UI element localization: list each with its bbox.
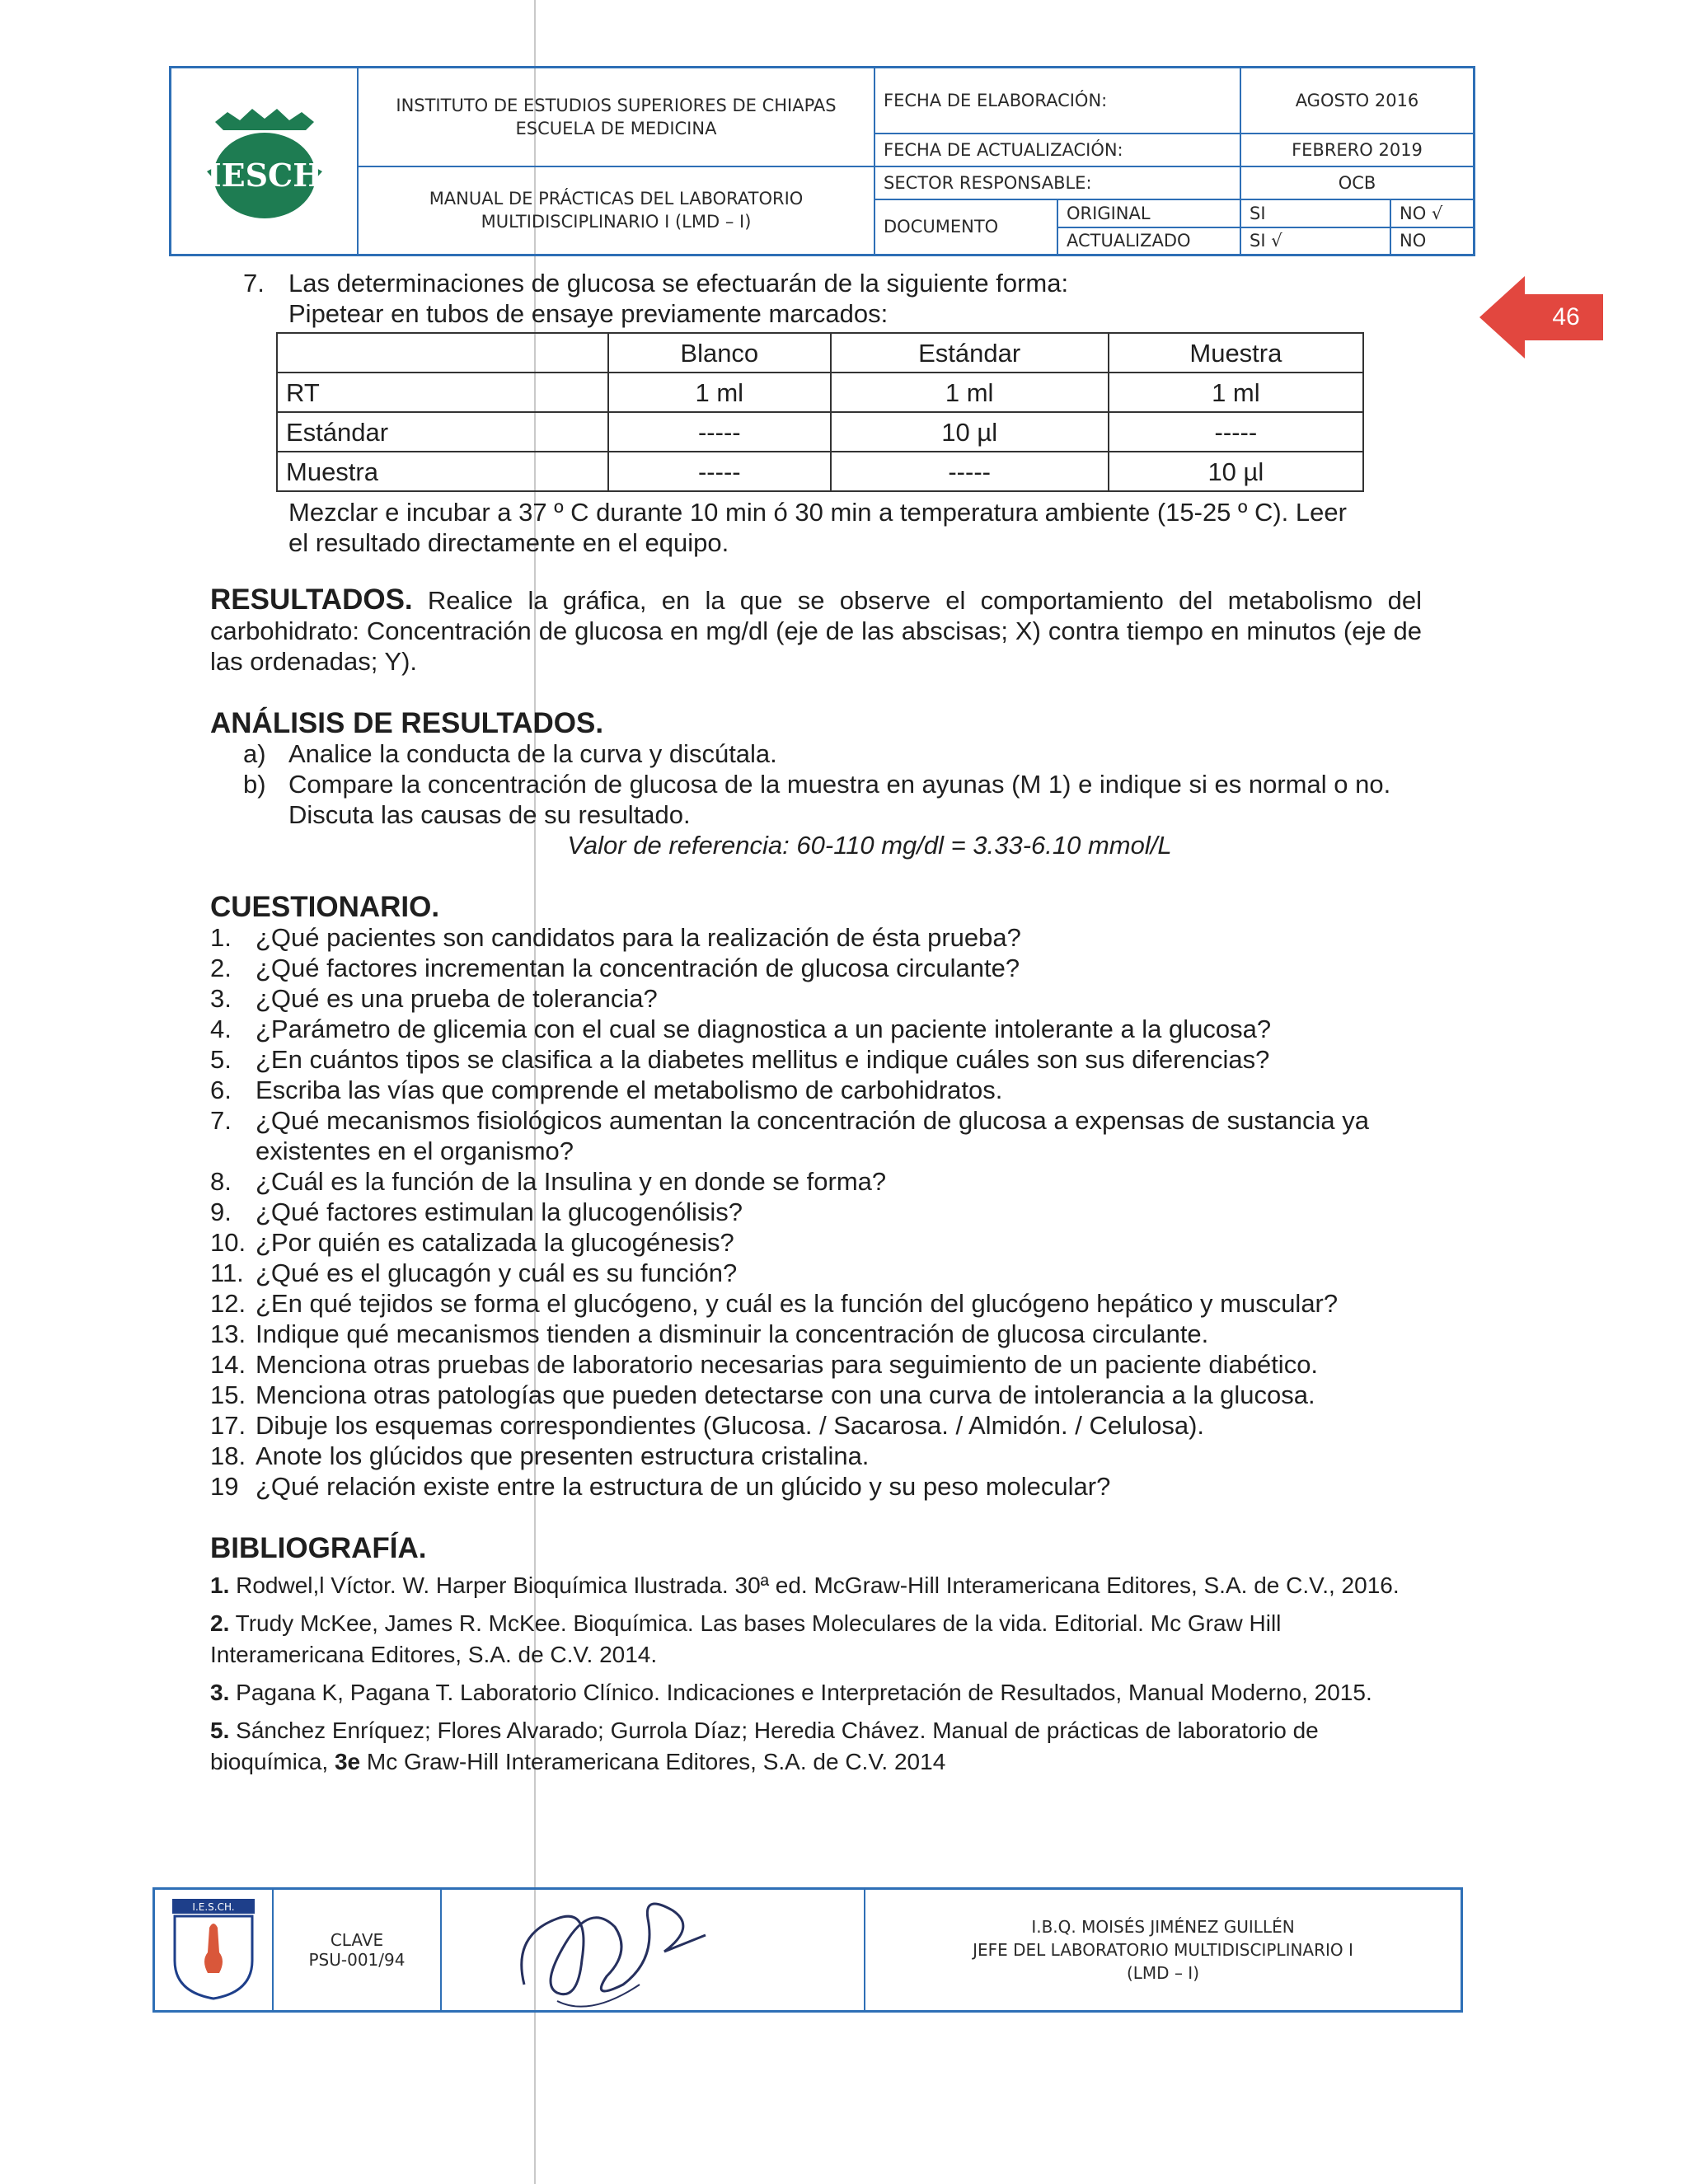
responsible-name: I.B.Q. MOISÉS JIMÉNEZ GUILLÉN bbox=[1031, 1917, 1295, 1937]
actualizado-si: SI √ bbox=[1240, 227, 1390, 255]
entry-edition: 3e bbox=[334, 1749, 361, 1774]
entry-text: Pagana K, Pagana T. Laboratorio Clínico. Indicaciones e Interpretación de Resultados, Manual Moderno, 2015. bbox=[236, 1680, 1372, 1705]
step-instruction-2: el resultado directamente en el equipo. bbox=[288, 528, 729, 557]
table-cell: Estándar bbox=[277, 412, 608, 452]
list-item bbox=[210, 1166, 1422, 1197]
bibliography-entry bbox=[210, 1677, 1422, 1708]
sector-label: SECTOR RESPONSABLE: bbox=[874, 166, 1240, 199]
list-item bbox=[210, 1258, 1422, 1288]
signature-cell bbox=[441, 1889, 865, 2012]
page-number: 46 bbox=[1552, 303, 1580, 330]
item-number: 8. bbox=[210, 1167, 232, 1196]
original-si: SI bbox=[1240, 199, 1390, 227]
bibliography-list bbox=[210, 1570, 1422, 1778]
step-line-2: Pipetear en tubos de ensaye previamente marcados: bbox=[288, 299, 889, 328]
institution-name bbox=[358, 68, 874, 166]
entry-number: 2. bbox=[210, 1610, 230, 1636]
list-item bbox=[210, 1410, 1422, 1441]
table-cell: 1 ml bbox=[1109, 373, 1363, 412]
item-text: ¿Por quién es catalizada la glucogénesis? bbox=[256, 1228, 734, 1257]
svg-text:I.E.S.CH.: I.E.S.CH. bbox=[192, 1900, 235, 1913]
item-text: Escriba las vías que comprende el metabolismo de carbohidratos. bbox=[256, 1076, 1003, 1104]
list-item bbox=[210, 1105, 1422, 1166]
responsible-cell bbox=[865, 1889, 1462, 2012]
item-text: ¿Qué mecanismos fisiológicos aumentan la concentración de glucosa a expensas de sustancia ya existentes en el organismo? bbox=[256, 1106, 1369, 1165]
table-header: Muestra bbox=[1109, 333, 1363, 373]
section-title: ANÁLISIS DE RESULTADOS. bbox=[210, 707, 604, 739]
original-label: ORIGINAL bbox=[1057, 199, 1240, 227]
table-cell: ----- bbox=[608, 452, 831, 491]
bibliografia-section bbox=[210, 1533, 1422, 1778]
question-list bbox=[210, 922, 1422, 1502]
item-text: ¿Qué es una prueba de tolerancia? bbox=[256, 984, 658, 1013]
item-number: 9. bbox=[210, 1197, 232, 1226]
resultados-section bbox=[210, 584, 1422, 677]
list-item bbox=[210, 1441, 1422, 1471]
item-number: 13. bbox=[210, 1319, 246, 1348]
page-number-tag bbox=[1479, 276, 1603, 359]
table-cell: 1 ml bbox=[831, 373, 1109, 412]
list-item bbox=[210, 983, 1422, 1014]
manual-title-cell bbox=[358, 166, 874, 255]
actualizado-label: ACTUALIZADO bbox=[1057, 227, 1240, 255]
responsible-role-code: (LMD – I) bbox=[1126, 1963, 1200, 1983]
section-title: BIBLIOGRAFÍA. bbox=[210, 1532, 427, 1564]
table-row bbox=[277, 452, 1363, 491]
list-item bbox=[210, 1014, 1422, 1044]
item-number: 18. bbox=[210, 1441, 246, 1470]
list-item bbox=[210, 1044, 1422, 1075]
item-text: ¿Qué pacientes son candidatos para la realización de ésta prueba? bbox=[256, 923, 1021, 952]
item-number: 6. bbox=[210, 1076, 232, 1104]
fecha-elaboracion-value: AGOSTO 2016 bbox=[1240, 68, 1475, 134]
table-cell: RT bbox=[277, 373, 608, 412]
item-number: 12. bbox=[210, 1289, 246, 1318]
table-cell: ----- bbox=[1109, 412, 1363, 452]
table-cell: ----- bbox=[831, 452, 1109, 491]
item-text: ¿En cuántos tipos se clasifica a la diabetes mellitus e indique cuáles son sus diferencias? bbox=[256, 1045, 1270, 1074]
item-text: ¿Cuál es la función de la Insulina y en donde se forma? bbox=[256, 1167, 887, 1196]
fecha-actualizacion-value: FEBRERO 2019 bbox=[1240, 134, 1475, 166]
table-cell: ----- bbox=[608, 412, 831, 452]
list-item bbox=[210, 1380, 1422, 1410]
table-header: Estándar bbox=[831, 333, 1109, 373]
list-item bbox=[210, 1197, 1422, 1227]
entry-text: Sánchez Enríquez; Flores Alvarado; Gurrola Díaz; Heredia Chávez. Manual de prácticas de laboratorio de bioquímica, bbox=[210, 1718, 1319, 1774]
clave-cell bbox=[273, 1889, 441, 2012]
item-text: ¿Parámetro de glicemia con el cual se diagnostica a un paciente intolerante a la glucosa? bbox=[256, 1015, 1272, 1043]
item-text: ¿Qué es el glucagón y cuál es su función? bbox=[256, 1258, 738, 1287]
list-item bbox=[210, 1075, 1422, 1105]
entry-number: 1. bbox=[210, 1572, 230, 1598]
item-number: 14. bbox=[210, 1350, 246, 1379]
item-text: Anote los glúcidos que presenten estructura cristalina. bbox=[256, 1441, 870, 1470]
entry-text: Rodwel,l Víctor. W. Harper Bioquímica Ilustrada. 30ª ed. McGraw-Hill Interamericana Editores, S.A. de C.V., 2016. bbox=[236, 1572, 1400, 1598]
document-header bbox=[169, 66, 1475, 256]
pipetting-table bbox=[276, 332, 1364, 492]
responsible-role: JEFE DEL LABORATORIO MULTIDISCIPLINARIO I bbox=[973, 1940, 1353, 1960]
list-item bbox=[210, 1319, 1422, 1349]
table-row bbox=[277, 373, 1363, 412]
documento-label: DOCUMENTO bbox=[874, 199, 1057, 255]
item-text: ¿Qué relación existe entre la estructura de un glúcido y su peso molecular? bbox=[256, 1472, 1111, 1501]
original-no: NO √ bbox=[1390, 199, 1475, 227]
page-content bbox=[210, 268, 1422, 1778]
item-text: Analice la conducta de la curva y discútala. bbox=[288, 739, 777, 768]
item-text: Dibuje los esquemas correspondientes (Glucosa. / Sacarosa. / Almidón. / Celulosa). bbox=[256, 1411, 1205, 1440]
item-number: 10. bbox=[210, 1228, 246, 1257]
step-line-1: Las determinaciones de glucosa se efectuarán de la siguiente forma: bbox=[288, 269, 1069, 298]
item-number: 4. bbox=[210, 1015, 232, 1043]
bibliography-entry bbox=[210, 1570, 1422, 1601]
table-cell: 1 ml bbox=[608, 373, 831, 412]
item-number: 17. bbox=[210, 1411, 246, 1440]
item-number: a) bbox=[243, 739, 266, 768]
bibliography-entry bbox=[210, 1608, 1422, 1671]
item-number: 3. bbox=[210, 984, 232, 1013]
institution-logo bbox=[171, 68, 359, 255]
entry-text: Trudy McKee, James R. McKee. Bioquímica. Las bases Moleculares de la vida. Editorial. Mc Graw Hill Interamericana Editores, S.A. de C.V. 2014. bbox=[210, 1610, 1282, 1667]
item-number: 5. bbox=[210, 1045, 232, 1074]
entry-number: 3. bbox=[210, 1680, 230, 1705]
shield-logo-icon bbox=[168, 1895, 259, 2002]
item-text: ¿Qué factores estimulan la glucogenólisis? bbox=[256, 1197, 743, 1226]
manual-subtitle: MULTIDISCIPLINARIO I (LMD – I) bbox=[481, 212, 752, 232]
entry-number: 5. bbox=[210, 1718, 230, 1743]
item-number: 15. bbox=[210, 1380, 246, 1409]
signature-icon bbox=[508, 1886, 730, 2026]
institution-title: INSTITUTO DE ESTUDIOS SUPERIORES DE CHIAPAS bbox=[396, 95, 837, 115]
entry-publisher: Mc Graw-Hill Interamericana Editores, S.A. de C.V. 2014 bbox=[360, 1749, 946, 1774]
section-title: RESULTADOS. bbox=[210, 583, 413, 616]
item-number: b) bbox=[243, 770, 266, 799]
svg-text:IESCH: IESCH bbox=[206, 157, 322, 194]
list-item bbox=[210, 1227, 1422, 1258]
item-number: 11. bbox=[210, 1258, 244, 1287]
list-item bbox=[243, 769, 1422, 830]
clave-label: CLAVE bbox=[330, 1930, 384, 1950]
table-cell: 10 µl bbox=[831, 412, 1109, 452]
table-cell: Muestra bbox=[277, 452, 608, 491]
list-item bbox=[210, 922, 1422, 953]
sector-value: OCB bbox=[1240, 166, 1475, 199]
reference-value: Valor de referencia: 60-110 mg/dl = 3.33-6.10 mmol/L bbox=[567, 831, 1172, 860]
item-text: ¿Qué factores incrementan la concentración de glucosa circulante? bbox=[256, 954, 1020, 982]
actualizado-no: NO bbox=[1390, 227, 1475, 255]
list-item bbox=[243, 738, 1422, 769]
list-item bbox=[210, 1288, 1422, 1319]
step-7 bbox=[210, 268, 1422, 558]
cuestionario-section bbox=[210, 892, 1422, 1502]
item-number: 2. bbox=[210, 954, 232, 982]
section-title: CUESTIONARIO. bbox=[210, 891, 440, 923]
footer-logo bbox=[154, 1889, 274, 2012]
item-number: 7. bbox=[210, 1106, 232, 1135]
manual-title: MANUAL DE PRÁCTICAS DEL LABORATORIO bbox=[429, 189, 804, 209]
analisis-section bbox=[210, 708, 1422, 860]
item-number: 1. bbox=[210, 923, 232, 952]
table-row bbox=[277, 412, 1363, 452]
step-instruction-1: Mezclar e incubar a 37 º C durante 10 min ó 30 min a temperatura ambiente (15-25 º C). Leer bbox=[288, 498, 1347, 527]
iesch-logo-icon bbox=[199, 97, 331, 221]
step-number: 7. bbox=[243, 269, 265, 298]
item-text: Indique qué mecanismos tienden a disminuir la concentración de glucosa circulante. bbox=[256, 1319, 1209, 1348]
bibliography-entry bbox=[210, 1715, 1422, 1778]
item-text: Menciona otras patologías que pueden detectarse con una curva de intolerancia a la glucosa. bbox=[256, 1380, 1315, 1409]
document-footer bbox=[152, 1887, 1463, 2013]
list-item bbox=[210, 953, 1422, 983]
item-text: ¿En qué tejidos se forma el glucógeno, y cuál es la función del glucógeno hepático y muscular? bbox=[256, 1289, 1339, 1318]
list-item bbox=[210, 1471, 1422, 1502]
table-header: Blanco bbox=[608, 333, 831, 373]
school-title: ESCUELA DE MEDICINA bbox=[515, 118, 717, 138]
list-item bbox=[210, 1349, 1422, 1380]
clave-value: PSU-001/94 bbox=[308, 1950, 406, 1970]
fecha-actualizacion-label: FECHA DE ACTUALIZACIÓN: bbox=[874, 134, 1240, 166]
fecha-elaboracion-label: FECHA DE ELABORACIÓN: bbox=[874, 68, 1240, 134]
table-header bbox=[277, 333, 608, 373]
resultados-text: Realice la gráfica, en la que se observe el comportamiento del metabolismo del carbohidrato: Concentración de glucosa en mg/dl (eje de las abscisas; X) contra tiempo en minutos (eje de las ordenadas; Y). bbox=[210, 586, 1422, 676]
item-text: Compare la concentración de glucosa de la muestra en ayunas (M 1) e indique si es normal o no. Discuta las causas de su resultado. bbox=[288, 770, 1391, 829]
item-text: Menciona otras pruebas de laboratorio necesarias para seguimiento de un paciente diabético. bbox=[256, 1350, 1319, 1379]
item-number: 19 bbox=[210, 1472, 239, 1501]
table-cell: 10 µl bbox=[1109, 452, 1363, 491]
